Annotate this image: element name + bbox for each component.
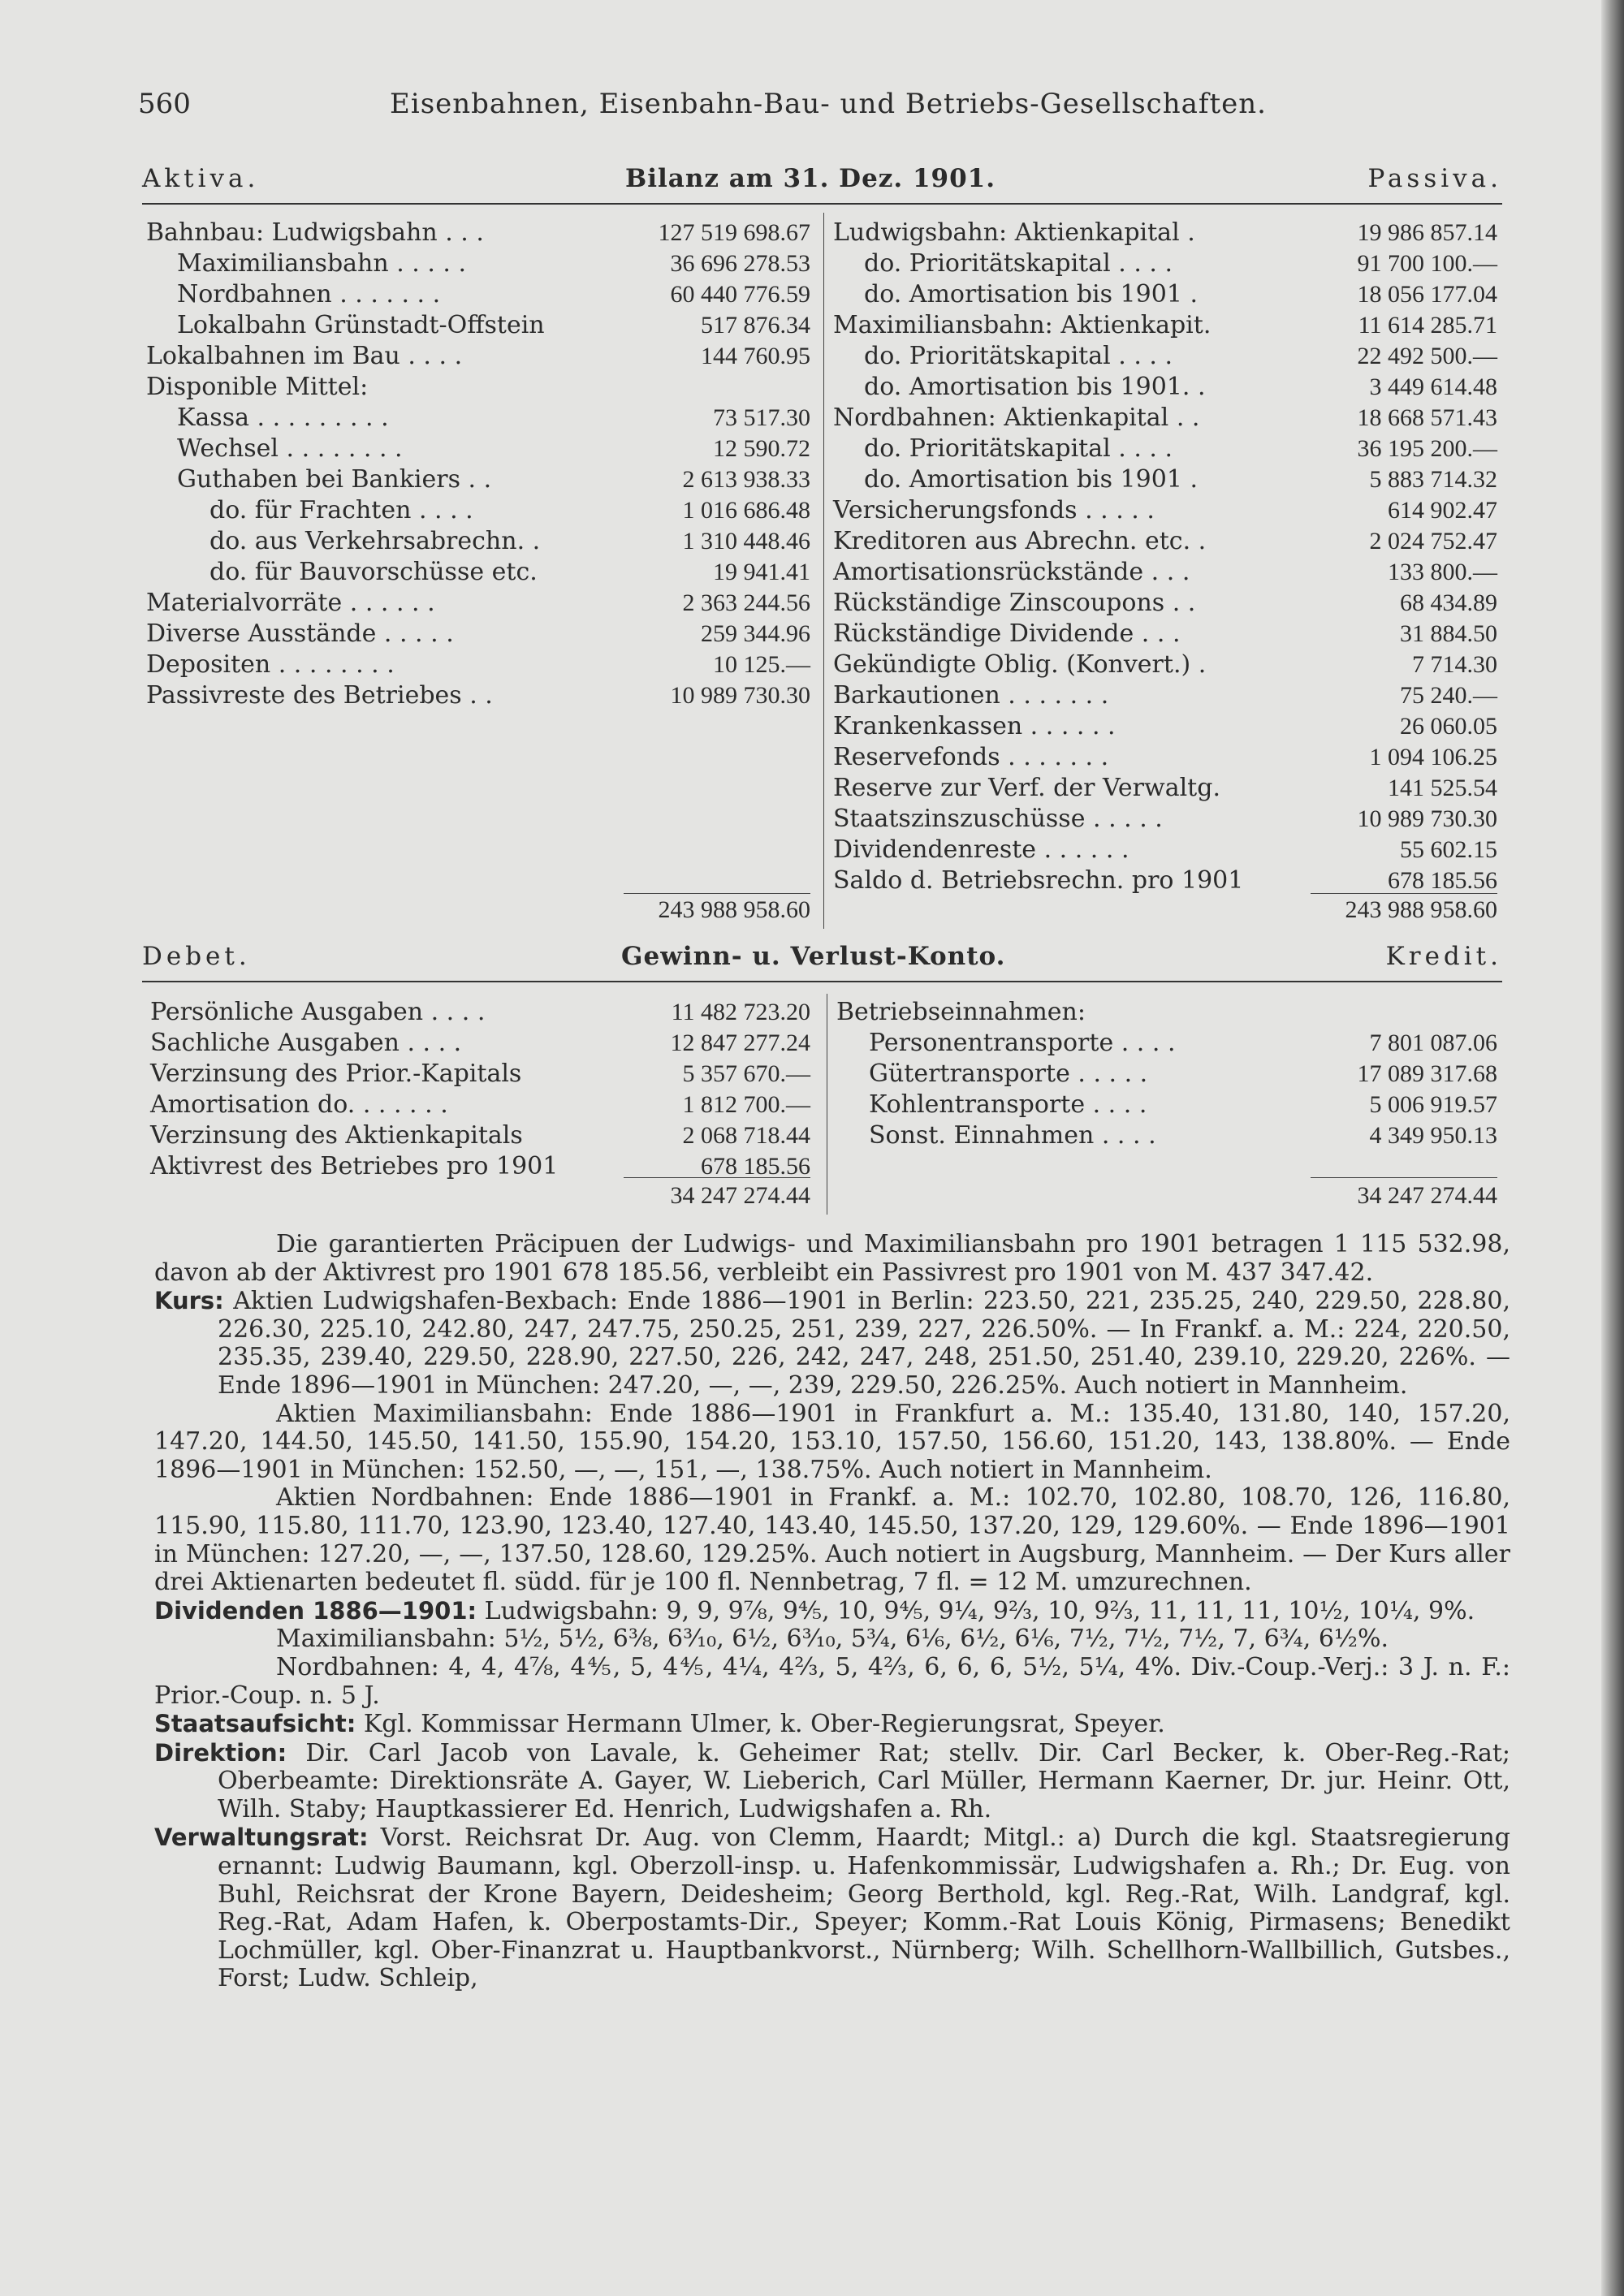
row-label: Maximiliansbahn . . . . .: [177, 249, 467, 278]
passiva-row: [833, 680, 1497, 711]
row-value: 18 668 571.43: [1357, 404, 1497, 431]
row-label: Rückständige Dividende . . .: [833, 619, 1181, 648]
row-value: 1 812 700.—: [682, 1091, 810, 1118]
row-label: do. Amortisation bis 1901 .: [864, 280, 1198, 309]
passiva-row: [833, 341, 1497, 372]
running-title: Eisenbahnen, Eisenbahn-Bau- und Betriebs-Gesellschaften.: [390, 88, 1267, 120]
row-value: 5 883 714.32: [1369, 466, 1497, 493]
row-label: Amortisationsrückstände . . .: [833, 558, 1190, 586]
row-label: Kohlentransporte . . . .: [869, 1090, 1147, 1119]
row-value: 7 714.30: [1412, 651, 1497, 678]
page-number: 560: [138, 88, 191, 120]
aktiva-row: [146, 372, 810, 403]
row-label: Krankenkassen . . . . . .: [833, 712, 1116, 740]
passiva-row: [833, 835, 1497, 865]
row-value: 68 434.89: [1400, 589, 1497, 616]
row-value: 678 185.56: [701, 1153, 810, 1180]
aktiva-row: [146, 495, 810, 526]
aktiva-row: [146, 218, 810, 248]
gv-heading: [142, 942, 1502, 978]
passiva-total: 243 988 958.60: [1345, 896, 1497, 923]
aktiva-row: [146, 279, 810, 310]
row-value: 55 602.15: [1400, 836, 1497, 863]
row-label: Kreditoren aus Abrechn. etc. .: [833, 527, 1207, 555]
row-label: Kassa . . . . . . . . .: [177, 404, 389, 432]
staatsaufsicht-text: Kgl. Kommissar Hermann Ulmer, k. Ober-Regierungsrat, Speyer.: [363, 1710, 1165, 1739]
row-label: Gekündigte Oblig. (Konvert.) .: [833, 650, 1207, 679]
row-label: Nordbahnen: Aktienkapital . .: [833, 404, 1200, 432]
row-value: 12 847 277.24: [670, 1029, 810, 1056]
row-label: Persönliche Ausgaben . . . .: [150, 998, 486, 1026]
aktiva-row: [146, 680, 810, 711]
passiva-row: [833, 464, 1497, 495]
row-value: 144 760.95: [701, 343, 810, 369]
debet-label: Debet.: [142, 942, 251, 971]
debet-row: [150, 1120, 810, 1151]
passiva-row: [833, 650, 1497, 680]
passiva-row: [833, 773, 1497, 804]
row-label: Staatszinszuschüsse . . . . .: [833, 805, 1163, 833]
row-label: Bahnbau: Ludwigsbahn . . .: [146, 218, 484, 247]
row-value: 36 195 200.—: [1357, 435, 1497, 462]
row-value: 17 089 317.68: [1357, 1060, 1497, 1087]
dividenden-ludwigsbahn: Ludwigsbahn: 9, 9, 9⅞, 9⅘, 10, 9⅘, 9¼, 9⅔, 10, 9⅔, 11, 11, 11, 10½, 10¼, 9%.: [484, 1596, 1475, 1625]
debet-row: [150, 1090, 810, 1120]
paragraph-praecipuen: Die garantierten Präcipuen der Ludwigs- und Maximiliansbahn pro 1901 betragen 1 115 532.98, davon ab der Aktivrest pro 1901 678 185.56, verbleibt ein Passivrest pro 1901 von M. 437 347.42.: [154, 1230, 1510, 1287]
kredit-heading-row: [836, 997, 1497, 1028]
debet-total: 34 247 274.44: [670, 1182, 810, 1209]
aktiva-row: [146, 526, 810, 557]
row-label: do. Prioritätskapital . . . .: [864, 342, 1173, 370]
direktion-label: Direktion:: [154, 1738, 287, 1767]
kurs-ludwigshafen: Aktien Ludwigshafen-Bexbach: Ende 1886—1901 in Berlin: 223.50, 221, 235.25, 240, 229.50, 228.80, 226.30, 225.10, 242.80, 247, 247.75, 250.25, 251, 239, 227, 226.50%. — In Frankf. a. M.: 224, 220.50, 235.35, 239.40, 229.50, 228.90, 227.50, 226, 242, 247, 248, 251.50, 251.40, 239.10, 229.20, 226%. — Ende 1896—1901 in München: 247.20, —, —, 239, 229.50, 226.25%. Auch notiert in Mannheim.: [218, 1287, 1510, 1400]
row-value: 614 902.47: [1388, 497, 1497, 524]
row-label: Depositen . . . . . . . .: [146, 650, 395, 679]
row-value: 10 989 730.30: [1357, 805, 1497, 832]
passiva-row: [833, 526, 1497, 557]
row-label: Amortisation do. . . . . . .: [150, 1090, 448, 1119]
row-label: Versicherungsfonds . . . . .: [833, 496, 1155, 524]
passiva-row: [833, 495, 1497, 526]
row-value: 517 876.34: [701, 312, 810, 339]
passiva-row: [833, 310, 1497, 341]
passiva-row: [833, 742, 1497, 773]
passiva-label: Passiva.: [1367, 164, 1502, 193]
bilanz-heading: [142, 164, 1502, 200]
kredit-sum-rule: [1311, 1177, 1497, 1178]
row-value: 12 590.72: [713, 435, 810, 462]
debet-row: [150, 1059, 810, 1090]
paragraph-kurs-maximilian: Aktien Maximiliansbahn: Ende 1886—1901 in Frankfurt a. M.: 135.40, 131.80, 140, 157.20, 147.20, 144.50, 145.50, 141.50, 155.90, 154.20, 153.10, 157.50, 156.60, 151.20, 143, 138.80%. — Ende 1896—1901 in München: 152.50, —, —, 151, —, 138.75%. Auch notiert in Mannheim.: [154, 1399, 1510, 1484]
paragraph-div-maximilian: Maximiliansbahn: 5½, 5½, 6⅜, 6³⁄₁₀, 6½, 6³⁄₁₀, 5¾, 6⅙, 6½, 6⅙, 7½, 7½, 7½, 7, 6¾, 6½%.: [276, 1625, 1389, 1654]
paragraph-verwaltungsrat: [154, 1823, 1510, 1993]
row-value: 133 800.—: [1388, 559, 1497, 585]
row-label: do. für Frachten . . . .: [209, 496, 473, 524]
verwaltungsrat-text: Vorst. Reichsrat Dr. Aug. von Clemm, Haardt; Mitgl.: a) Durch die kgl. Staatsregierung ernannt: Ludwig Baumann, kgl. Oberzoll-insp. u. Hafenkommissär, Ludwigshafen a. Rh.; Dr. Eug. von Buhl, Reichsrat der Krone Bayern, Deidesheim; Georg Berthold, kgl. Reg.-Rat, Wilh. Landgraf, kgl. Reg.-Rat, Adam Hafen, k. Oberpostamts-Dir., Speyer; Komm.-Rat Louis König, Pirmasens; Benedikt Lochmüller, kgl. Ober-Finanzrat u. Hauptbankvorst., Nürnberg; Wilh. Schellhorn-Wallbillich, Gutsbes., Forst; Ludw. Schleip,: [218, 1823, 1510, 1993]
staatsaufsicht-label: Staatsaufsicht:: [154, 1710, 356, 1738]
passiva-row: [833, 588, 1497, 619]
kurs-label: Kurs:: [154, 1287, 224, 1315]
row-label: Aktivrest des Betriebes pro 1901: [150, 1152, 559, 1180]
aktiva-row: [146, 588, 810, 619]
row-label: Reservefonds . . . . . . .: [833, 743, 1109, 771]
dividenden-label: Dividenden 1886—1901:: [154, 1596, 477, 1625]
row-value: 26 060.05: [1400, 713, 1497, 740]
paragraph-div-nord: Nordbahnen: 4, 4, 4⅞, 4⅘, 5, 4⅘, 4¼, 4⅔, 5, 4⅔, 6, 6, 6, 5½, 5¼, 4%. Div.-Coup.-Verj.: 3 J. n. F.: Prior.-Coup. n. 5 J.: [154, 1652, 1510, 1710]
row-label: do. Prioritätskapital . . . .: [864, 249, 1173, 278]
paragraph-direktion: [154, 1739, 1510, 1824]
passiva-row: [833, 557, 1497, 588]
row-label: Verzinsung des Aktienkapitals: [150, 1121, 523, 1150]
passiva-row: [833, 372, 1497, 403]
row-label: Disponible Mittel:: [146, 373, 369, 401]
aktiva-row: [146, 310, 810, 341]
row-label: do. Amortisation bis 1901. .: [864, 373, 1206, 401]
passiva-row: [833, 434, 1497, 464]
aktiva-sum-rule: [624, 893, 810, 894]
row-value: 2 363 244.56: [682, 589, 810, 616]
aktiva-row: [146, 557, 810, 588]
row-label: Sachliche Ausgaben . . . .: [150, 1029, 462, 1057]
row-label: Personentransporte . . . .: [869, 1029, 1176, 1057]
row-label: Reserve zur Verf. der Verwaltg.: [833, 774, 1220, 802]
paragraph-kurs-nord: Aktien Nordbahnen: Ende 1886—1901 in Frankf. a. M.: 102.70, 102.80, 108.70, 126, 116.80, 115.90, 115.80, 111.70, 123.90, 123.40, 127.40, 143.40, 145.50, 137.20, 129, 129.60%. — Ende 1896—1901 in München: 127.20, —, —, 137.50, 128.60, 129.25%. Auch notiert in Augsburg, Mannheim. — Der Kurs aller drei Aktienarten bedeutet fl. südd. für je 100 fl. Nennbetrag, 7 fl. = 12 M. umzurechnen.: [154, 1483, 1510, 1597]
row-value: 259 344.96: [701, 620, 810, 647]
aktiva-row: [146, 341, 810, 372]
passiva-row: [833, 865, 1497, 896]
row-value: 2 613 938.33: [682, 466, 810, 493]
row-label: Gütertransporte . . . . .: [869, 1060, 1148, 1088]
row-value: 7 801 087.06: [1369, 1029, 1497, 1056]
kredit-row: [836, 1120, 1497, 1151]
aktiva-row: [146, 248, 810, 279]
kredit-label: Kredit.: [1385, 942, 1502, 971]
aktiva-row: [146, 434, 810, 464]
row-label: Lokalbahn Grünstadt-Offstein: [177, 311, 545, 339]
row-value: 10 125.—: [713, 651, 810, 678]
row-value: 19 941.41: [713, 559, 810, 585]
row-value: 60 440 776.59: [670, 281, 810, 308]
aktiva-row: [146, 403, 810, 434]
row-label: Materialvorräte . . . . . .: [146, 589, 435, 617]
row-value: 1 094 106.25: [1369, 744, 1497, 770]
row-value: 75 240.—: [1400, 682, 1497, 709]
row-value: 31 884.50: [1400, 620, 1497, 647]
direktion-text: Dir. Carl Jacob von Lavale, k. Geheimer Rat; stellv. Dir. Carl Becker, k. Ober-Reg.-Rat; Oberbeamte: Direktionsräte A. Gayer, W. Lieberich, Carl Müller, Hermann Kaerner, Dr. jur. Heinr. Ott, Wilh. Staby; Hauptkassierer Ed. Henrich, Ludwigshafen a. Rh.: [218, 1738, 1510, 1823]
row-value: 36 696 278.53: [670, 250, 810, 277]
row-value: 18 056 177.04: [1357, 281, 1497, 308]
row-value: 4 349 950.13: [1369, 1122, 1497, 1149]
row-label: Maximiliansbahn: Aktienkapit.: [833, 311, 1212, 339]
row-label: Lokalbahnen im Bau . . . .: [146, 342, 463, 370]
passiva-row: [833, 619, 1497, 650]
verwaltungsrat-label: Verwaltungsrat:: [154, 1823, 369, 1852]
aktiva-row: [146, 464, 810, 495]
row-value: 3 449 614.48: [1369, 373, 1497, 400]
bilanz-title: Bilanz am 31. Dez. 1901.: [625, 164, 996, 193]
row-label: Ludwigsbahn: Aktienkapital .: [833, 218, 1195, 247]
row-value: 5 006 919.57: [1369, 1091, 1497, 1118]
row-value: 1 016 686.48: [682, 497, 810, 524]
row-label: Diverse Ausstände . . . . .: [146, 619, 454, 648]
paragraph-kurs: [154, 1287, 1510, 1400]
row-value: 2 024 752.47: [1369, 528, 1497, 555]
paragraph-staatsaufsicht: [154, 1710, 1510, 1739]
row-label: Sonst. Einnahmen . . . .: [869, 1121, 1156, 1150]
row-value: 2 068 718.44: [682, 1122, 810, 1149]
row-value: 22 492 500.—: [1357, 343, 1497, 369]
row-value: 678 185.56: [1388, 867, 1497, 894]
body-text: [154, 1231, 1510, 1993]
row-label: do. Amortisation bis 1901 .: [864, 465, 1198, 494]
row-value: 73 517.30: [713, 404, 810, 431]
row-value: 10 989 730.30: [670, 682, 810, 709]
row-value: 11 482 723.20: [671, 999, 810, 1025]
row-label: do. Prioritätskapital . . . .: [864, 434, 1173, 463]
aktiva-list: [146, 218, 810, 711]
debet-row: [150, 997, 810, 1028]
debet-sum-rule: [624, 1177, 810, 1178]
kredit-block: [836, 997, 1497, 1151]
row-value: 19 986 857.14: [1357, 219, 1497, 246]
row-label: do. für Bauvorschüsse etc.: [209, 558, 538, 586]
kredit-list: [836, 1028, 1497, 1151]
debet-list: [150, 997, 810, 1182]
row-value: 5 357 670.—: [682, 1060, 810, 1087]
kredit-row: [836, 1028, 1497, 1059]
row-value: 11 614 285.71: [1358, 312, 1497, 339]
debet-row: [150, 1028, 810, 1059]
gv-title: Gewinn- u. Verlust-Konto.: [621, 942, 1006, 971]
aktiva-total: 243 988 958.60: [658, 896, 810, 923]
row-label: Verzinsung des Prior.-Kapitals: [150, 1060, 522, 1088]
bilanz-top-rule: [142, 203, 1502, 205]
row-label: Nordbahnen . . . . . . .: [177, 280, 441, 309]
kredit-row: [836, 1059, 1497, 1090]
row-label: Saldo d. Betriebsrechn. pro 1901: [833, 866, 1244, 895]
kredit-row: [836, 1090, 1497, 1120]
kredit-total: 34 247 274.44: [1357, 1182, 1497, 1209]
row-label: Passivreste des Betriebes . .: [146, 681, 493, 710]
passiva-row: [833, 403, 1497, 434]
gv-top-rule: [142, 981, 1502, 982]
aktiva-row: [146, 650, 810, 680]
row-value: 91 700 100.—: [1357, 250, 1497, 277]
running-header: [138, 88, 1502, 136]
row-value: 127 519 698.67: [658, 219, 810, 246]
aktiva-label: Aktiva.: [142, 164, 260, 193]
row-label: Guthaben bei Bankiers . .: [177, 465, 492, 494]
aktiva-row: [146, 619, 810, 650]
passiva-sum-rule: [1311, 893, 1497, 894]
page-edge-shadow: [1601, 0, 1624, 2296]
row-label: Dividendenreste . . . . . .: [833, 835, 1129, 864]
row-label: Wechsel . . . . . . . .: [177, 434, 403, 463]
row-label: Rückständige Zinscoupons . .: [833, 589, 1196, 617]
passiva-list: [833, 218, 1497, 896]
passiva-row: [833, 248, 1497, 279]
kredit-head: Betriebseinnahmen:: [836, 998, 1086, 1026]
row-label: do. aus Verkehrsabrechn. .: [209, 527, 541, 555]
passiva-row: [833, 711, 1497, 742]
passiva-row: [833, 218, 1497, 248]
row-value: 141 525.54: [1388, 775, 1497, 801]
passiva-row: [833, 804, 1497, 835]
passiva-row: [833, 279, 1497, 310]
row-label: Barkautionen . . . . . . .: [833, 681, 1109, 710]
bilanz-divider: [823, 213, 824, 929]
paragraph-dividenden: [154, 1597, 1510, 1626]
row-value: 1 310 448.46: [682, 528, 810, 555]
